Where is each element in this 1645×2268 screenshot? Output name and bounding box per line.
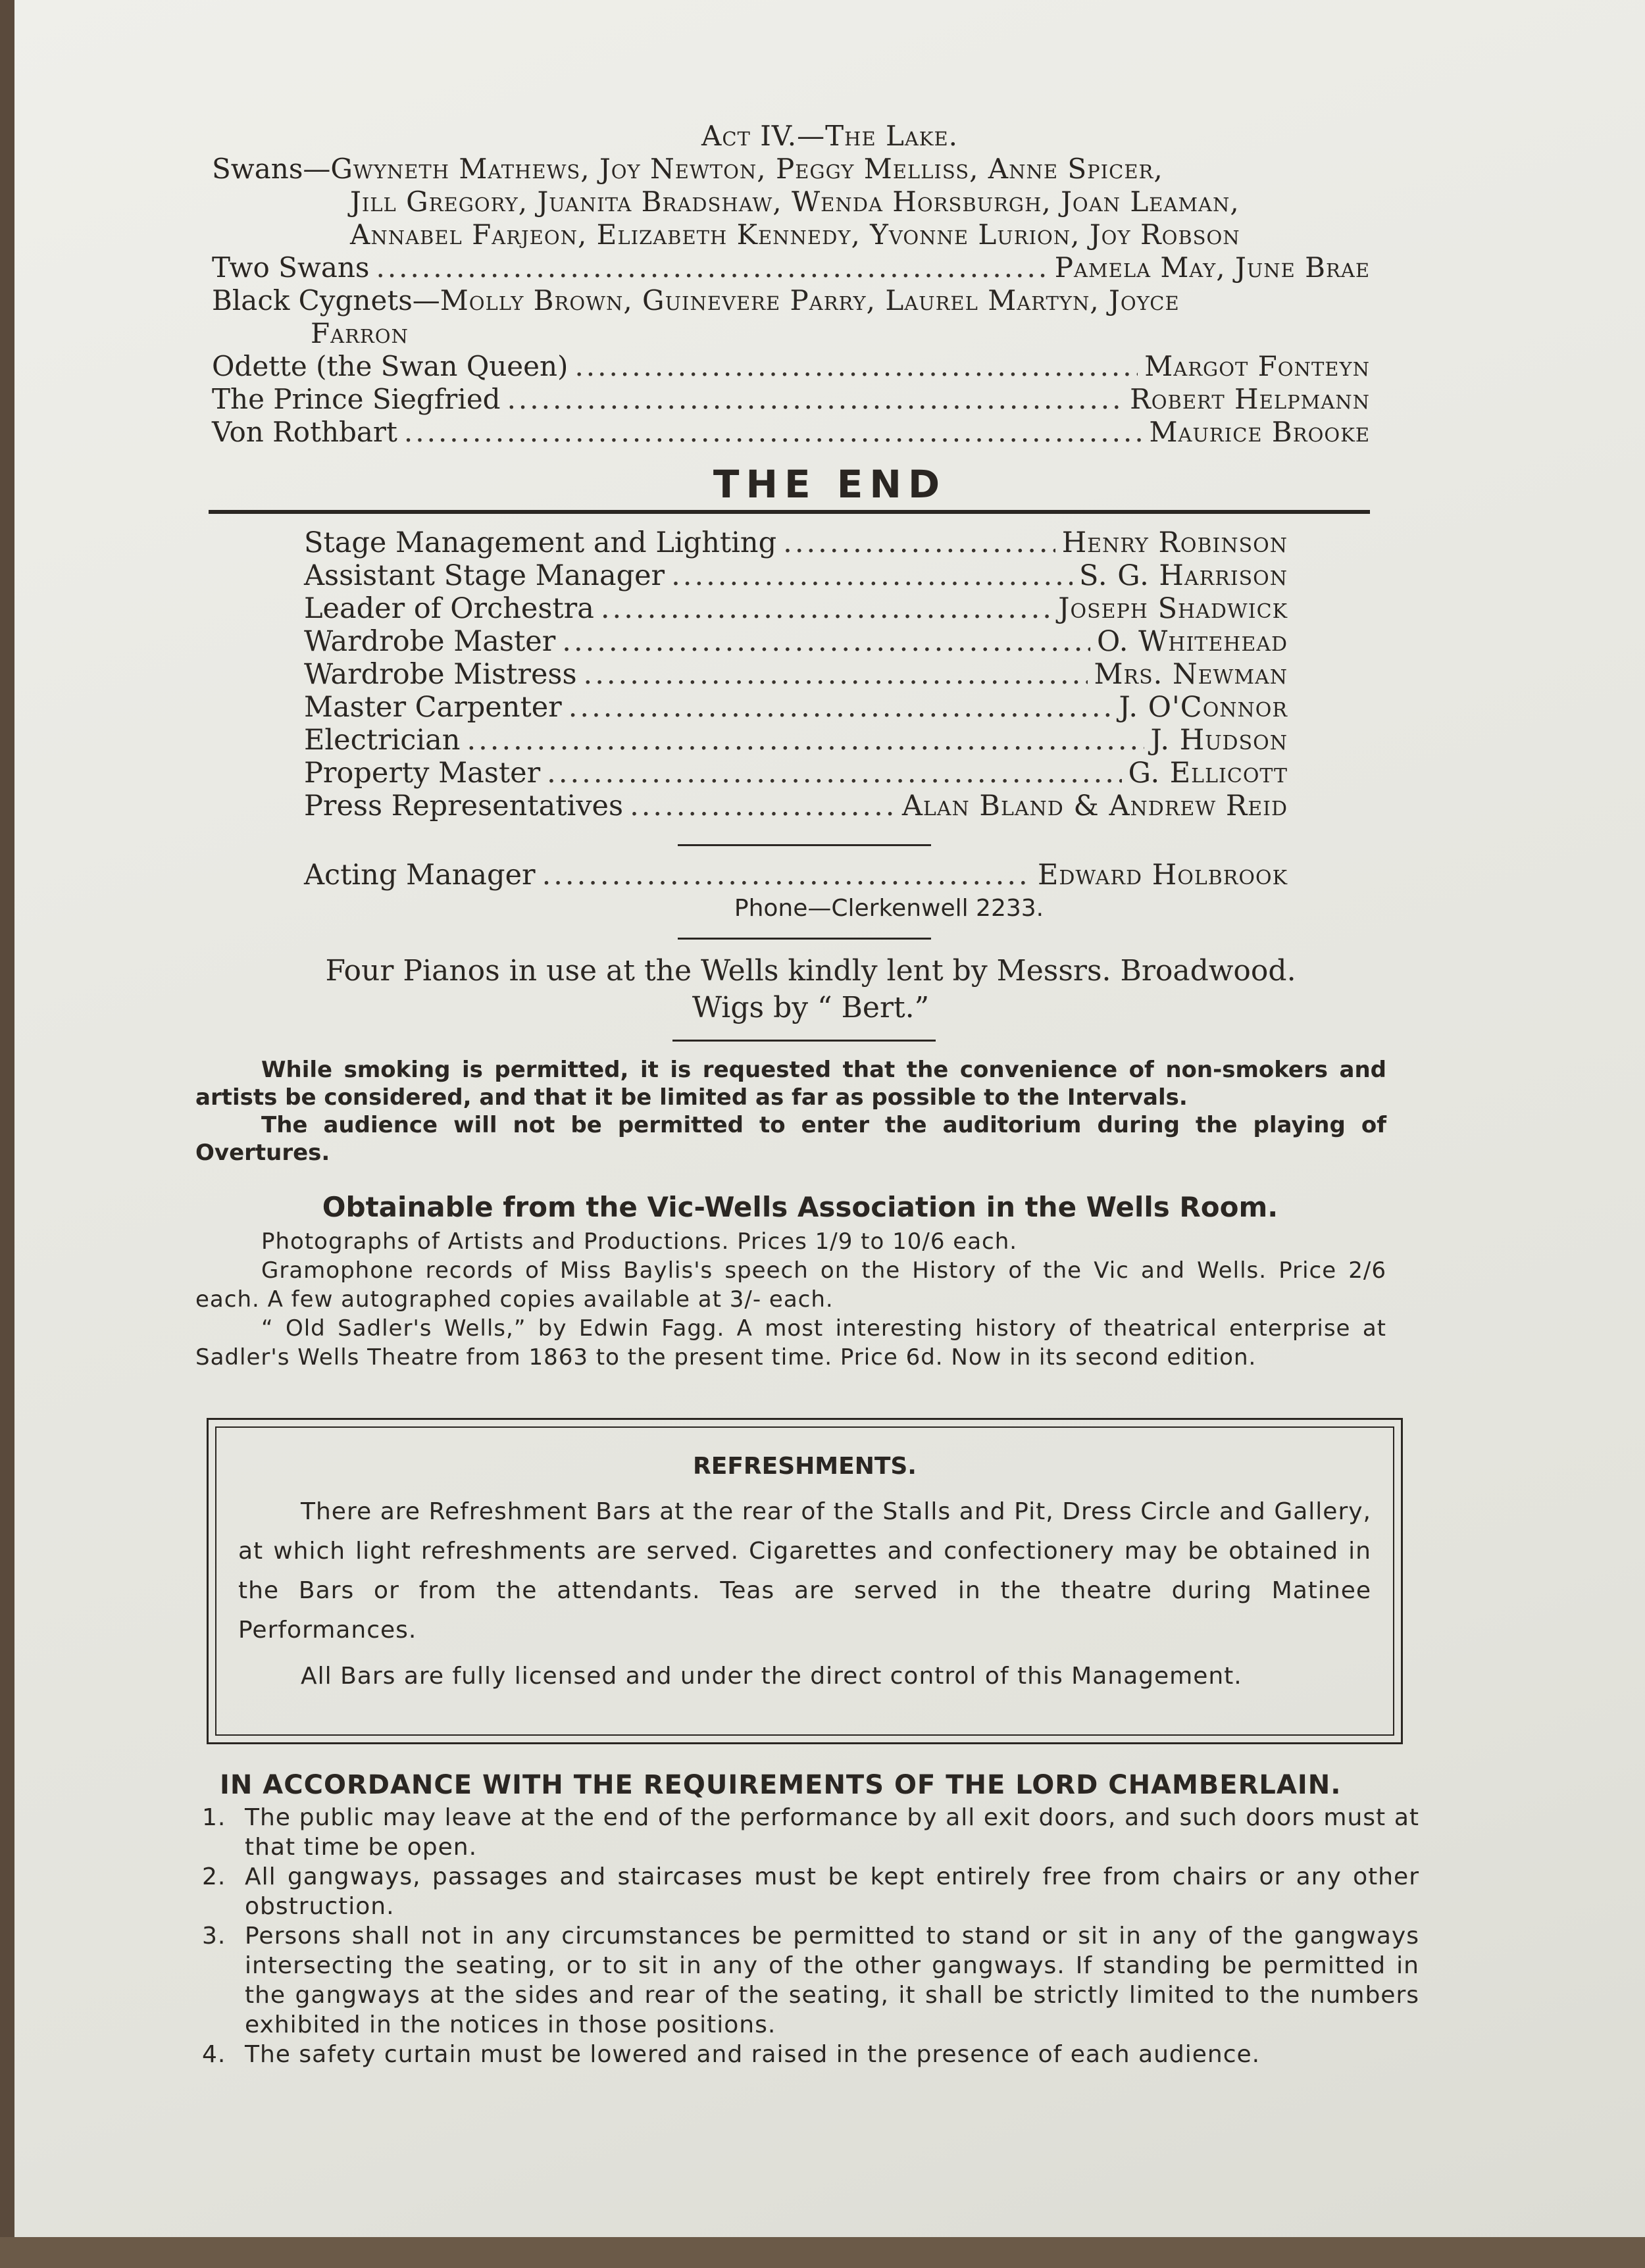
- staff-row: [304, 625, 1288, 658]
- staff-role: Press Representatives: [304, 790, 624, 822]
- staff-row: [304, 757, 1288, 790]
- staff-list: [304, 526, 1288, 822]
- photos-item: Photographs of Artists and Productions. Prices 1/9 to 10/6 each.: [261, 1228, 1018, 1255]
- leader-dots: [601, 592, 1051, 625]
- rule-number: 3.: [202, 1923, 226, 1950]
- cast-row-prince: [212, 383, 1370, 416]
- lord-chamberlain-rules: [202, 1803, 1419, 2069]
- staff-role: Stage Management and Lighting: [304, 526, 777, 559]
- staff-role: Wardrobe Master: [304, 625, 556, 658]
- staff-row: [304, 592, 1288, 625]
- leader-dots: [562, 625, 1090, 658]
- staff-role: Leader of Orchestra: [304, 592, 594, 625]
- performer-name: Pamela May, June Brae: [1054, 251, 1370, 284]
- rule-item: [202, 2040, 1419, 2069]
- swans-line-1: [212, 153, 1370, 186]
- rule-text: The public may leave at the end of the performance by all exit doors, and such doors must at that time be open.: [245, 1804, 1419, 1861]
- cygnets-line-1: [212, 284, 1370, 317]
- table-surface: [0, 2237, 1645, 2268]
- staff-name: Mrs. Newman: [1094, 658, 1288, 691]
- rule-text: The safety curtain must be lowered and raised in the presence of each audience.: [245, 2041, 1261, 2068]
- refreshments-body: [238, 1492, 1371, 1696]
- cygnets-label: Black Cygnets—: [212, 284, 440, 316]
- leader-dots: [584, 658, 1088, 691]
- role-label: Two Swans: [212, 251, 370, 284]
- rule-number: 1.: [202, 1804, 226, 1831]
- leader-dots: [630, 790, 896, 822]
- obtainable-list: [195, 1227, 1386, 1372]
- role-label: Von Rothbart: [212, 416, 397, 448]
- short-divider: [678, 938, 931, 940]
- acting-manager-row: [304, 859, 1288, 892]
- role-label: The Prince Siegfried: [212, 383, 501, 415]
- acting-manager-name: Edward Holbrook: [1037, 859, 1288, 892]
- short-divider: [678, 844, 931, 846]
- gramophone-item: Gramophone records of Miss Baylis's speech on the History of the Vic and Wells. Price 2/6 each. A few autographed copies available at 3/- each.: [195, 1257, 1386, 1313]
- rule-item: [202, 1803, 1419, 1862]
- refreshments-heading: REFRESHMENTS.: [693, 1453, 917, 1480]
- performer-name: Maurice Brooke: [1149, 416, 1370, 448]
- phone-number: Phone—Clerkenwell 2233.: [734, 895, 1044, 922]
- performer-name: Robert Helpmann: [1130, 383, 1370, 415]
- smoking-notice: While smoking is permitted, it is requested that the convenience of non-smokers and artists be considered, and that it be limited as far as possible to the Intervals.: [195, 1057, 1386, 1111]
- programme-page: [14, 0, 1645, 2237]
- staff-name: S. G. Harrison: [1078, 559, 1288, 592]
- staff-name: Henry Robinson: [1061, 526, 1288, 559]
- obtainable-heading: Obtainable from the Vic-Wells Association in the Wells Room.: [322, 1191, 1278, 1223]
- staff-name: J. O'Connor: [1119, 691, 1288, 724]
- staff-row: [304, 526, 1288, 559]
- staff-name: Joseph Shadwick: [1058, 592, 1288, 625]
- rule-text: Persons shall not in any circumstances be permitted to stand or sit in any of the gangways intersecting the seating, or to sit in any of the other gangways. If standing be permitted in the gangways at the sides and rear of the seating, it shall be strictly limited to the numbers exhibited in the notices in those positions.: [245, 1923, 1419, 2038]
- leader-dots: [671, 559, 1073, 592]
- leader-dots: [376, 251, 1048, 284]
- rule-item: [202, 1862, 1419, 1921]
- staff-name: J. Hudson: [1150, 724, 1288, 757]
- acting-manager-role: Acting Manager: [304, 859, 536, 892]
- role-label: Odette (the Swan Queen): [212, 350, 569, 382]
- leader-dots: [507, 383, 1124, 416]
- refreshments-paragraph: There are Refreshment Bars at the rear of the Stalls and Pit, Dress Circle and Gallery, at which light refreshments are served. Cigarettes and confectionery may be obtained in the Bars or from the attendants. Teas are served in the theatre during Matinee Performances.: [238, 1498, 1371, 1644]
- lord-chamberlain-heading: IN ACCORDANCE WITH THE REQUIREMENTS OF THE LORD CHAMBERLAIN.: [220, 1770, 1342, 1800]
- swans-label: Swans—: [212, 153, 331, 185]
- cast-row-rothbart: [212, 416, 1370, 449]
- overtures-notice: The audience will not be permitted to enter the auditorium during the playing of Overtures.: [195, 1112, 1386, 1166]
- leader-dots: [547, 757, 1121, 790]
- swans-line-3: Annabel Farjeon, Elizabeth Kennedy, Yvonne Lurion, Joy Robson: [350, 218, 1240, 251]
- the-end-heading: THE END: [713, 462, 947, 507]
- wigs-line: Wigs by “ Bert.”: [692, 991, 930, 1024]
- staff-name: Alan Bland & Andrew Reid: [901, 790, 1288, 822]
- staff-row: [304, 658, 1288, 691]
- staff-role: Property Master: [304, 757, 541, 790]
- short-divider: [672, 1040, 936, 1042]
- leader-dots: [574, 350, 1138, 383]
- staff-name: O. Whitehead: [1097, 625, 1288, 658]
- rule-item: [202, 1921, 1419, 2040]
- licensing-paragraph: All Bars are fully licensed and under the direct control of this Management.: [301, 1663, 1242, 1690]
- rule-number: 4.: [202, 2041, 226, 2068]
- pianos-line: Four Pianos in use at the Wells kindly lent by Messrs. Broadwood.: [325, 954, 1296, 988]
- leader-dots: [404, 416, 1143, 449]
- leader-dots: [783, 526, 1055, 559]
- staff-role: Master Carpenter: [304, 691, 562, 724]
- cast-list: [212, 153, 1370, 449]
- staff-role: Electrician: [304, 724, 461, 757]
- staff-row: [304, 790, 1288, 822]
- staff-row: [304, 559, 1288, 592]
- staff-role: Wardrobe Mistress: [304, 658, 577, 691]
- staff-name: G. Ellicott: [1128, 757, 1288, 790]
- performer-name: Margot Fonteyn: [1144, 350, 1370, 382]
- cast-row-odette: [212, 350, 1370, 383]
- cygnets-line-2: Farron: [311, 317, 409, 349]
- house-notices: [195, 1056, 1386, 1167]
- thick-divider: [209, 510, 1370, 514]
- book-item: “ Old Sadler's Wells,” by Edwin Fagg. A most interesting history of theatrical enterprise at Sadler's Wells Theatre from 1863 to the present time. Price 6d. Now in its second edition.: [195, 1315, 1386, 1371]
- rule-number: 2.: [202, 1863, 226, 1890]
- rule-text: All gangways, passages and staircases must be kept entirely free from chairs or any other obstruction.: [245, 1863, 1419, 1920]
- refreshments-box: [207, 1418, 1403, 1744]
- leader-dots: [542, 859, 1031, 892]
- swans-names-1: Gwyneth Mathews, Joy Newton, Peggy Melliss, Anne Spicer,: [330, 153, 1163, 185]
- cast-row-two-swans: [212, 251, 1370, 284]
- pianos-note: [251, 953, 1370, 1026]
- cygnets-names-1: Molly Brown, Guinevere Parry, Laurel Martyn, Joyce: [440, 284, 1180, 316]
- swans-line-2: Jill Gregory, Juanita Bradshaw, Wenda Horsburgh, Joan Leaman,: [350, 186, 1240, 218]
- leader-dots: [569, 691, 1113, 724]
- act-title: Act IV.—The Lake.: [701, 120, 958, 152]
- staff-role: Assistant Stage Manager: [304, 559, 665, 592]
- staff-row: [304, 691, 1288, 724]
- staff-row: [304, 724, 1288, 757]
- leader-dots: [467, 724, 1144, 757]
